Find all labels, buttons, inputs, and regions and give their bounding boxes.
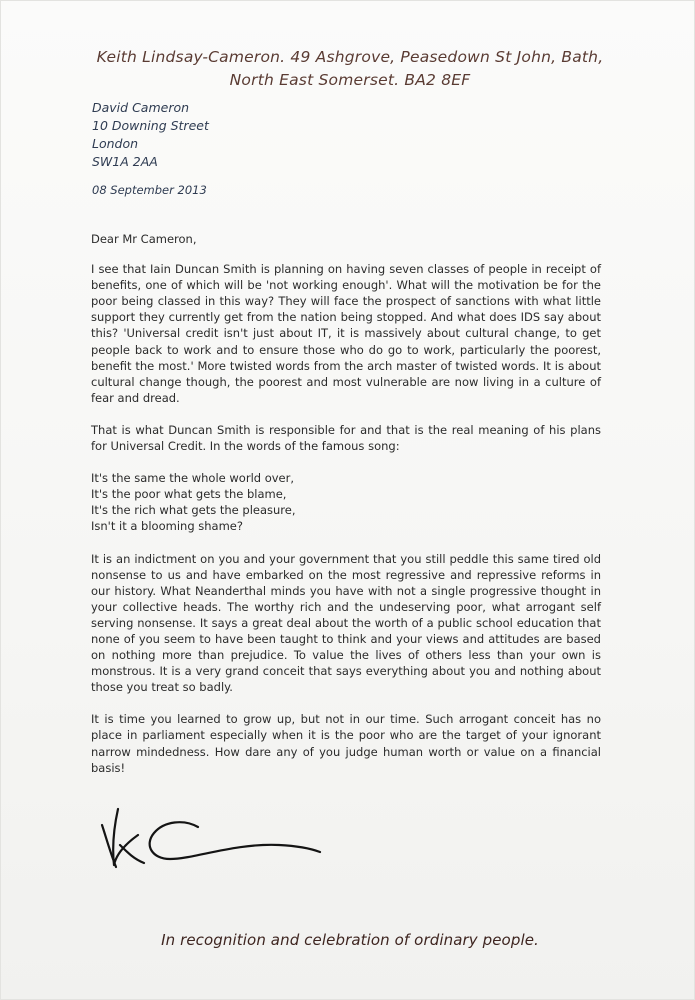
verse-line: It's the poor what gets the blame, [91, 487, 287, 502]
recipient-street: 10 Downing Street [92, 118, 209, 133]
paragraph-4: It is time you learned to grow up, but not in our time. Such arrogant conceit has no place in parliament especially when it is the poor who are the target of your ignorant narrow mindedness. How dare any of you judge human worth or value on a financial basis! [91, 712, 601, 775]
footer-tagline: In recognition and celebration of ordinary people. [161, 931, 539, 949]
song-verse [91, 470, 601, 534]
paragraph-1: I see that Iain Duncan Smith is planning on having seven classes of people in receipt of benefits, one of which will be 'not working enough'. What will the motivation be for the poor being classed in this way? They will face the prospect of sanctions with what little support they currently get from the nation being stopped. And what does IDS say about this? 'Universal credit isn't just about IT, it is massively about cultural change, to get people back to work and to ensure those who do go to work, particularly the poorest, benefit the most.' More twisted words from the arch master of twisted words. It is about cultural change though, the poorest and most vulnerable are now living in a culture of fear and dread. [91, 262, 601, 405]
letterhead-line-2: North East Somerset. BA2 8EF [229, 71, 471, 89]
verse-line: It's the rich what gets the pleasure, [91, 503, 296, 518]
paragraph-3: It is an indictment on you and your government that you still peddle this same tired old nonsense to us and have embarked on the most regressive and repressive reforms in our history. What Neanderthal minds you have with not a single progressive thought in your collective heads. The worthy rich and the undeserving poor, what arrogant self serving nonsense. It says a great deal about the worth of a public school education that none of you seem to have been taught to think and your views and attitudes are based on nothing more than prejudice. To value the lives of others less than your own is monstrous. It is a very grand conceit that says everything about you and nothing about those you treat so badly. [91, 551, 601, 695]
verse-line: Isn't it a blooming shame? [91, 519, 243, 534]
recipient-address [92, 99, 209, 171]
letter-body [91, 231, 601, 792]
letterhead [60, 46, 640, 92]
salutation: Dear Mr Cameron, [91, 232, 197, 246]
recipient-name: David Cameron [92, 100, 190, 115]
verse-line: It's the same the whole world over, [91, 471, 295, 486]
letter-date: 08 September 2013 [92, 183, 207, 197]
handwritten-signature [94, 797, 324, 877]
paragraph-2: That is what Duncan Smith is responsible for and that is the real meaning of his plans for Universal Credit. In the words of the famous song: [91, 422, 601, 454]
recipient-postcode: SW1A 2AA [92, 154, 158, 169]
letterhead-line-1: Keith Lindsay-Cameron. 49 Ashgrove, Peasedown St John, Bath, [96, 48, 604, 66]
recipient-city: London [92, 136, 139, 151]
